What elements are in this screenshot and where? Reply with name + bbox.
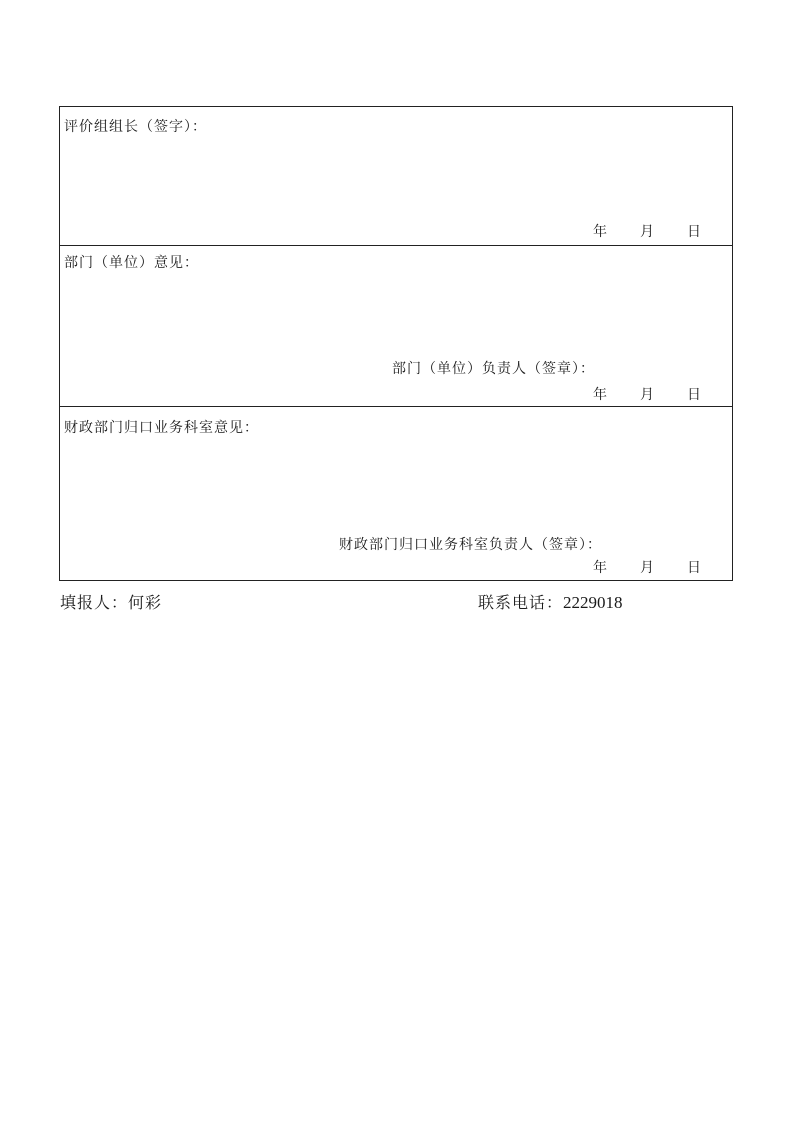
filler-info — [60, 590, 162, 613]
contact-phone-info — [478, 590, 623, 613]
phone-label: 联系电话： — [478, 593, 564, 612]
date-month-label: 月 — [640, 224, 654, 240]
filler-label: 填报人： — [60, 593, 129, 612]
approval-form-table — [59, 106, 733, 581]
team-leader-section — [60, 107, 732, 246]
date-year-label: 年 — [593, 224, 607, 240]
date-month-label: 月 — [640, 560, 654, 576]
date-day-label: 日 — [687, 224, 701, 240]
date-day-label: 日 — [687, 560, 701, 576]
finance-office-head-signature-label: 财政部门归口业务科室负责人（签章）： — [339, 537, 602, 553]
date-row — [592, 557, 732, 575]
date-year-label: 年 — [593, 387, 607, 403]
department-opinion-section — [60, 246, 732, 407]
date-month-label: 月 — [640, 387, 654, 403]
date-row — [592, 221, 732, 239]
department-opinion-label: 部门（单位）意见： — [64, 255, 199, 271]
finance-office-opinion-section — [60, 407, 732, 580]
date-day-label: 日 — [687, 387, 701, 403]
department-head-signature-label: 部门（单位）负责人（签章）： — [392, 361, 595, 377]
date-row — [592, 384, 732, 402]
finance-office-opinion-label: 财政部门归口业务科室意见： — [64, 420, 259, 436]
date-year-label: 年 — [593, 560, 607, 576]
phone-number: 2229018 — [563, 593, 623, 612]
filler-name: 何彩 — [128, 593, 163, 612]
team-leader-signature-label: 评价组组长（签字）： — [64, 119, 207, 135]
